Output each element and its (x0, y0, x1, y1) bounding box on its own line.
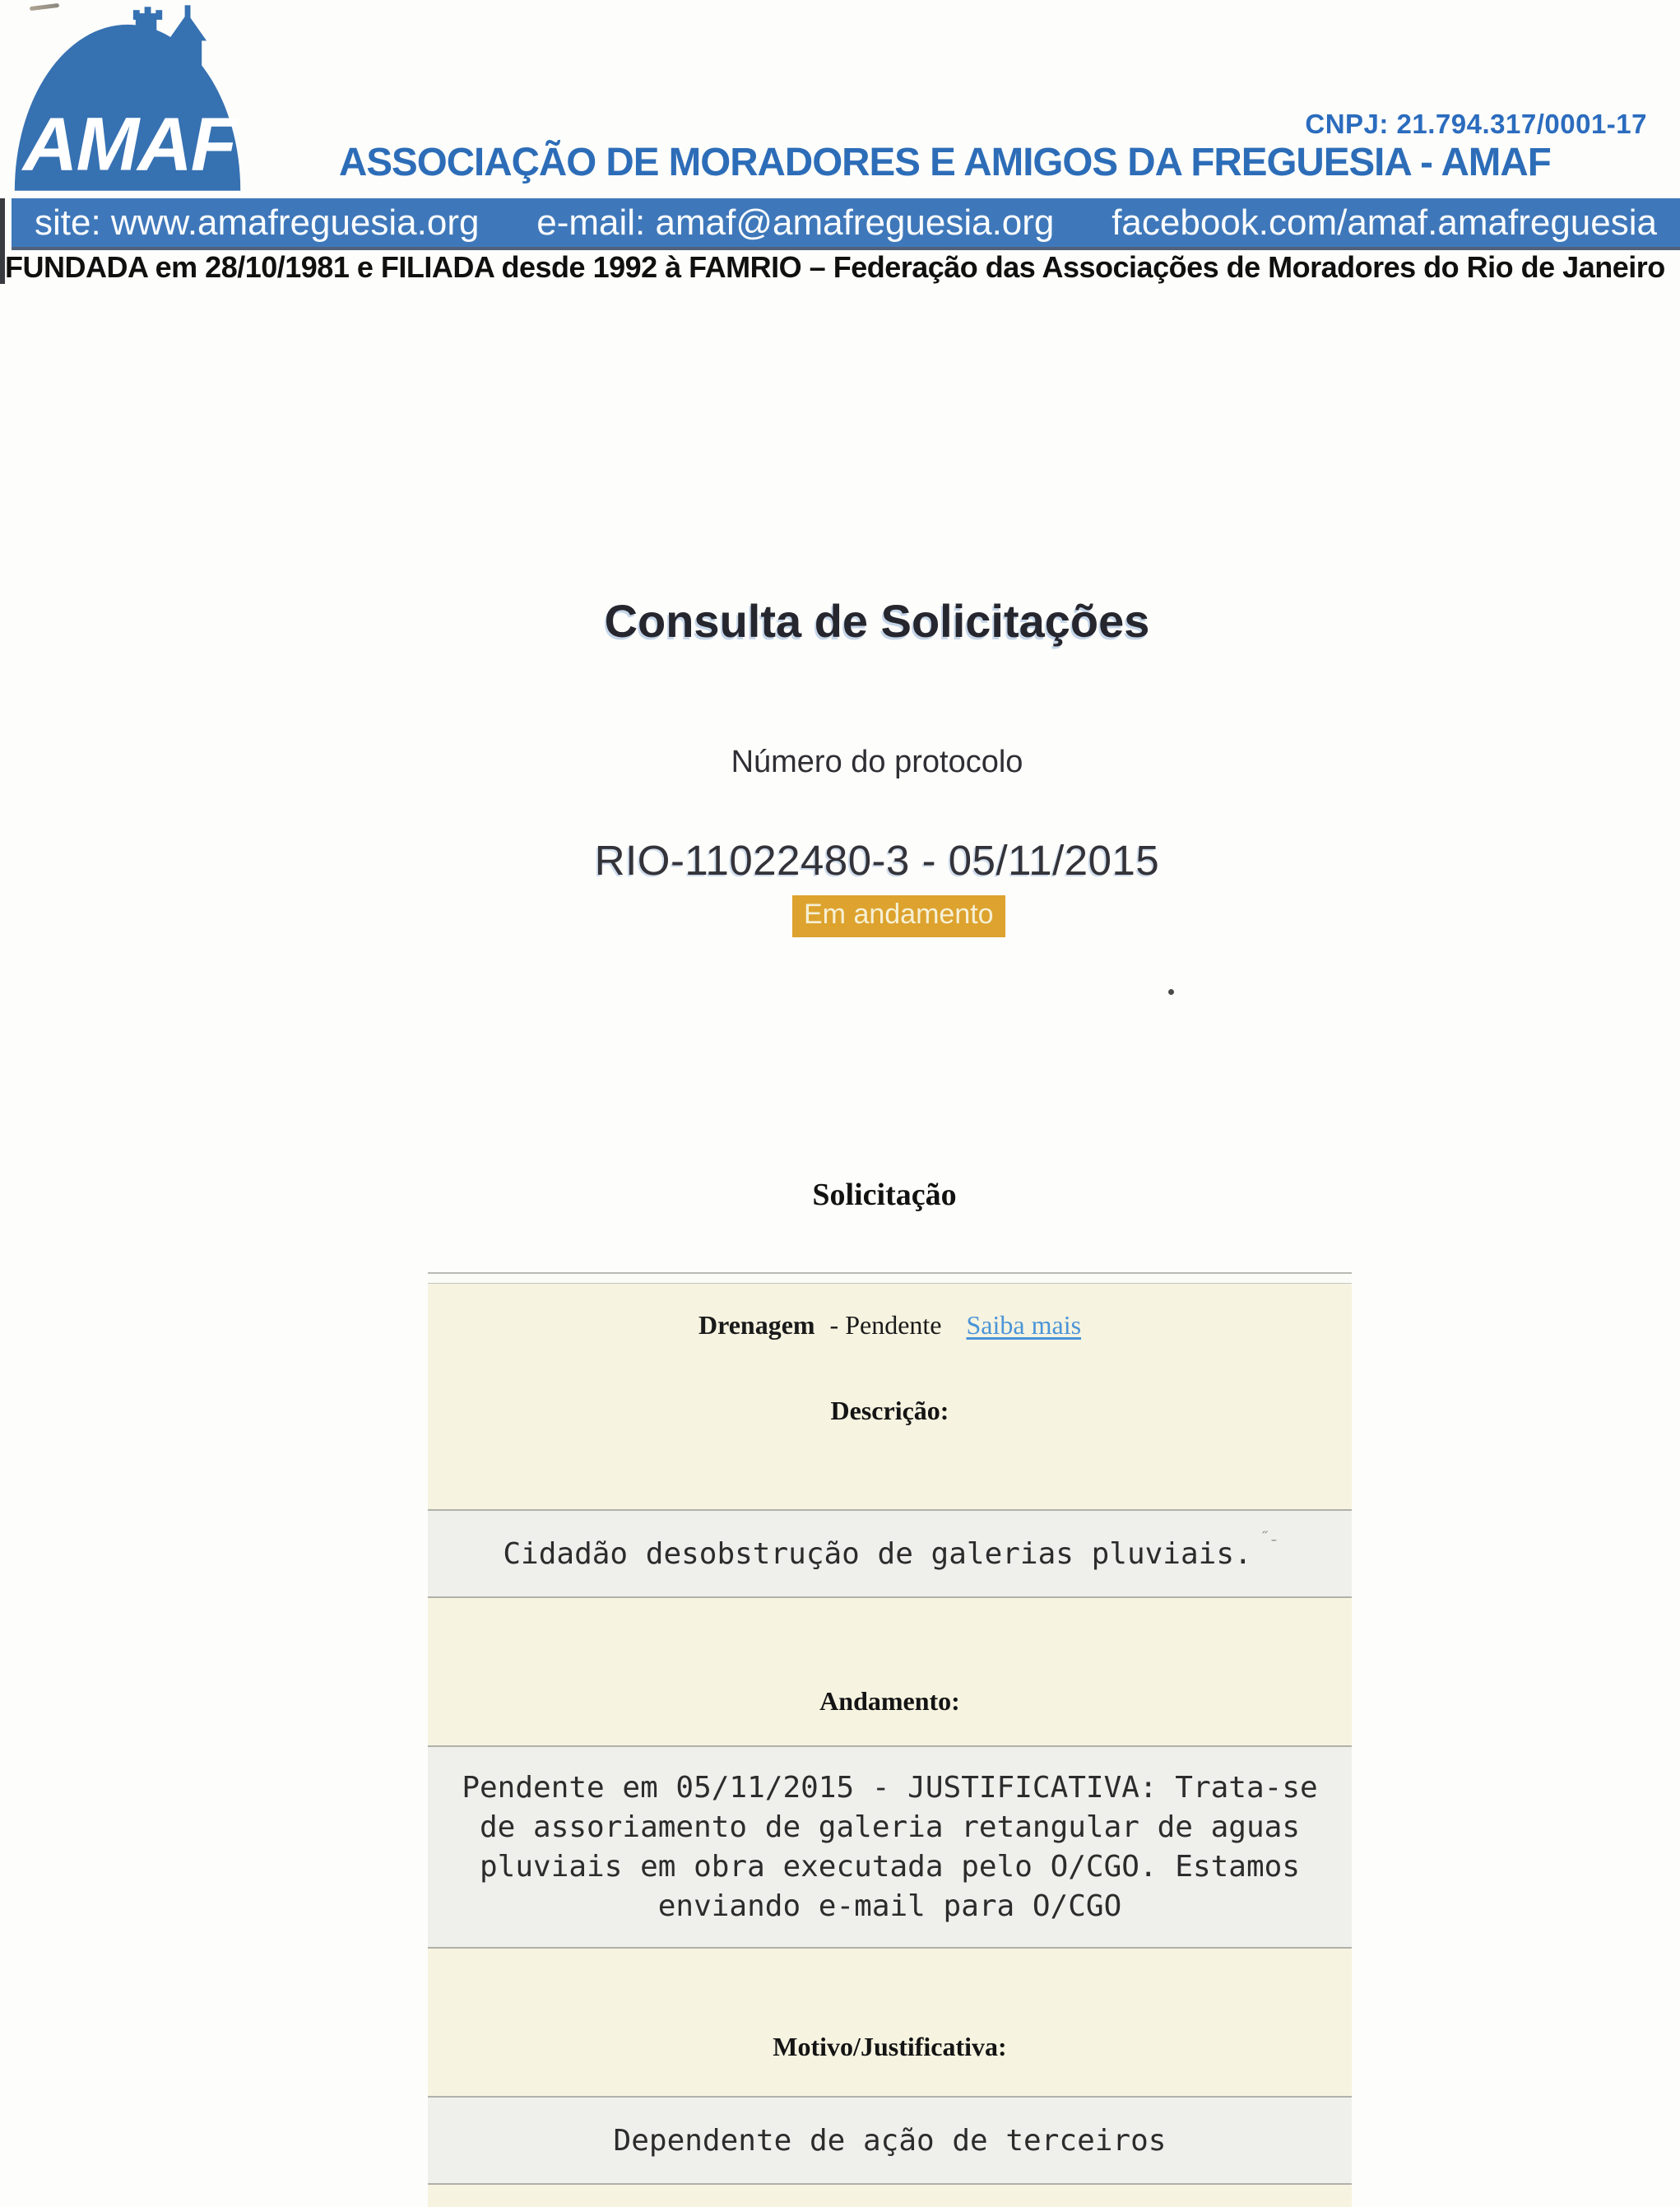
organization-name: ASSOCIAÇÃO DE MORADORES E AMIGOS DA FREGUESIA - AMAF (339, 141, 1551, 184)
descricao-value-row (428, 1509, 1352, 1598)
motivo-value: Dependente de ação de terceiros (613, 2123, 1167, 2158)
email-address: e-mail: amaf@amafreguesia.org (536, 202, 1055, 243)
scan-artifact-scribble (1262, 1530, 1277, 1548)
request-category: Drenagem (698, 1310, 815, 1340)
solicitacao-panel (428, 1272, 1352, 2207)
descricao-value: Cidadão desobstrução de galerias pluviais. (503, 1536, 1252, 1571)
website-url: site: www.amafreguesia.org (35, 202, 480, 243)
contact-bar (12, 198, 1680, 250)
cnpj-number: CNPJ: 21.794.317/0001-17 (1305, 109, 1647, 139)
protocol-number-value: RIO-11022480-3 - 05/11/2015 (594, 837, 1160, 884)
motivo-value-row (428, 2096, 1352, 2185)
amaf-logo-icon (8, 3, 250, 196)
page-title: Consulta de Solicitações (604, 595, 1150, 647)
protocol-number-label: Número do protocolo (731, 745, 1023, 779)
andamento-value: Pendente em 05/11/2015 - JUSTIFICATIVA: Trata-se de assoriamento de galeria retangular de aguas pluviais em obra executada pelo O/CGO. Estamos enviando e-mail para O/CGO (462, 1770, 1318, 1923)
founded-affiliation-line: FUNDADA em 28/10/1981 e FILIADA desde 1992 à FAMRIO – Federação das Associações de Moradores do Rio de Janeiro (5, 250, 1665, 284)
status-badge: Em andamento (792, 895, 1005, 937)
request-status: - Pendente (829, 1310, 942, 1340)
motivo-label: Motivo/Justificativa: (773, 2032, 1007, 2061)
descricao-label: Descrição: (830, 1396, 949, 1425)
andamento-value-row (428, 1745, 1352, 1949)
facebook-url: facebook.com/amaf.amafreguesia (1111, 202, 1657, 243)
saiba-mais-link[interactable]: Saiba mais (966, 1310, 1082, 1340)
solicitacao-section-title: Solicitação (812, 1178, 957, 1212)
request-category-line (428, 1310, 1352, 1340)
panel-top-strip (428, 1272, 1352, 1284)
scan-artifact-dot (1168, 989, 1174, 995)
logo-acronym-text: AMAF (22, 101, 236, 187)
andamento-label: Andamento: (819, 1686, 960, 1716)
